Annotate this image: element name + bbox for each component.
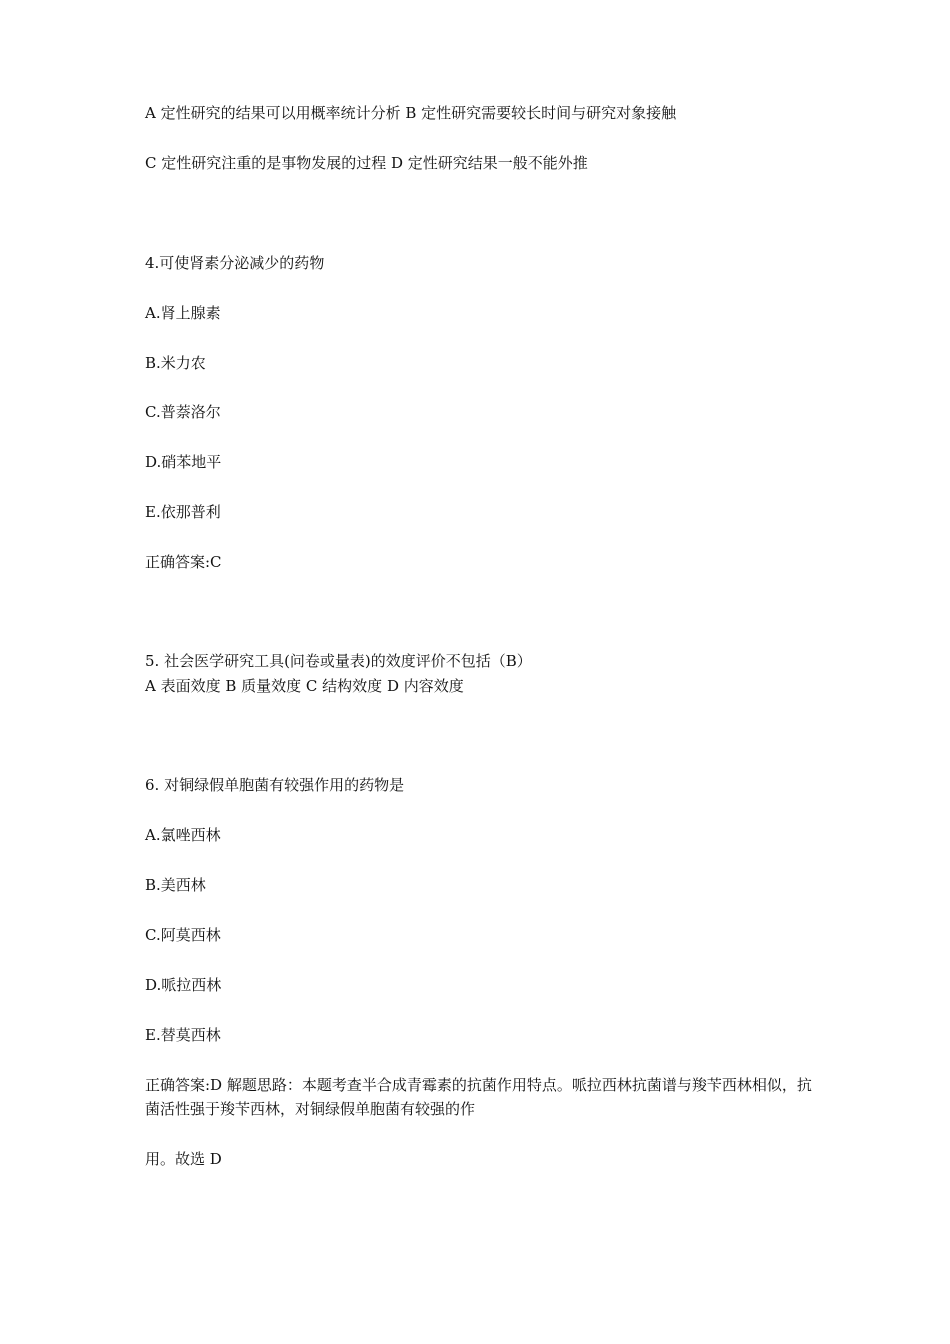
- q5-stem: 5. 社会医学研究工具(问卷或量表)的效度评价不包括（B）: [145, 652, 532, 670]
- q3-options-line-1: A 定性研究的结果可以用概率统计分析 B 定性研究需要较长时间与研究对象接触: [145, 104, 677, 122]
- q4-stem: 4.可使肾素分泌减少的药物: [145, 254, 325, 272]
- q6-option-c: C.阿莫西林: [145, 926, 221, 944]
- q6-answer-tail: 用。故选 D: [145, 1150, 222, 1168]
- q6-option-e: E.替莫西林: [145, 1026, 221, 1044]
- q5-options: A 表面效度 B 质量效度 C 结构效度 D 内容效度: [145, 677, 464, 695]
- q6-answer-explanation: 正确答案:D 解题思路：本题考查半合成青霉素的抗菌作用特点。哌拉西林抗菌谱与羧苄西林相似，抗菌活性强于羧苄西林，对铜绿假单胞菌有较强的作: [145, 1076, 812, 1118]
- q4-option-d: D.硝苯地平: [145, 453, 222, 471]
- q6-option-d: D.哌拉西林: [145, 976, 222, 994]
- q3-options-line-2: C 定性研究注重的是事物发展的过程 D 定性研究结果一般不能外推: [145, 154, 588, 172]
- q4-option-e: E.依那普利: [145, 503, 221, 521]
- q6-option-b: B.美西林: [145, 876, 206, 894]
- q4-option-a: A.肾上腺素: [145, 304, 221, 322]
- q6-stem: 6. 对铜绿假单胞菌有较强作用的药物是: [145, 776, 405, 794]
- q4-answer: 正确答案:C: [145, 553, 222, 571]
- q4-option-c: C.普萘洛尔: [145, 403, 221, 421]
- q6-option-a: A.氯唑西林: [145, 826, 221, 844]
- q4-option-b: B.米力农: [145, 354, 206, 372]
